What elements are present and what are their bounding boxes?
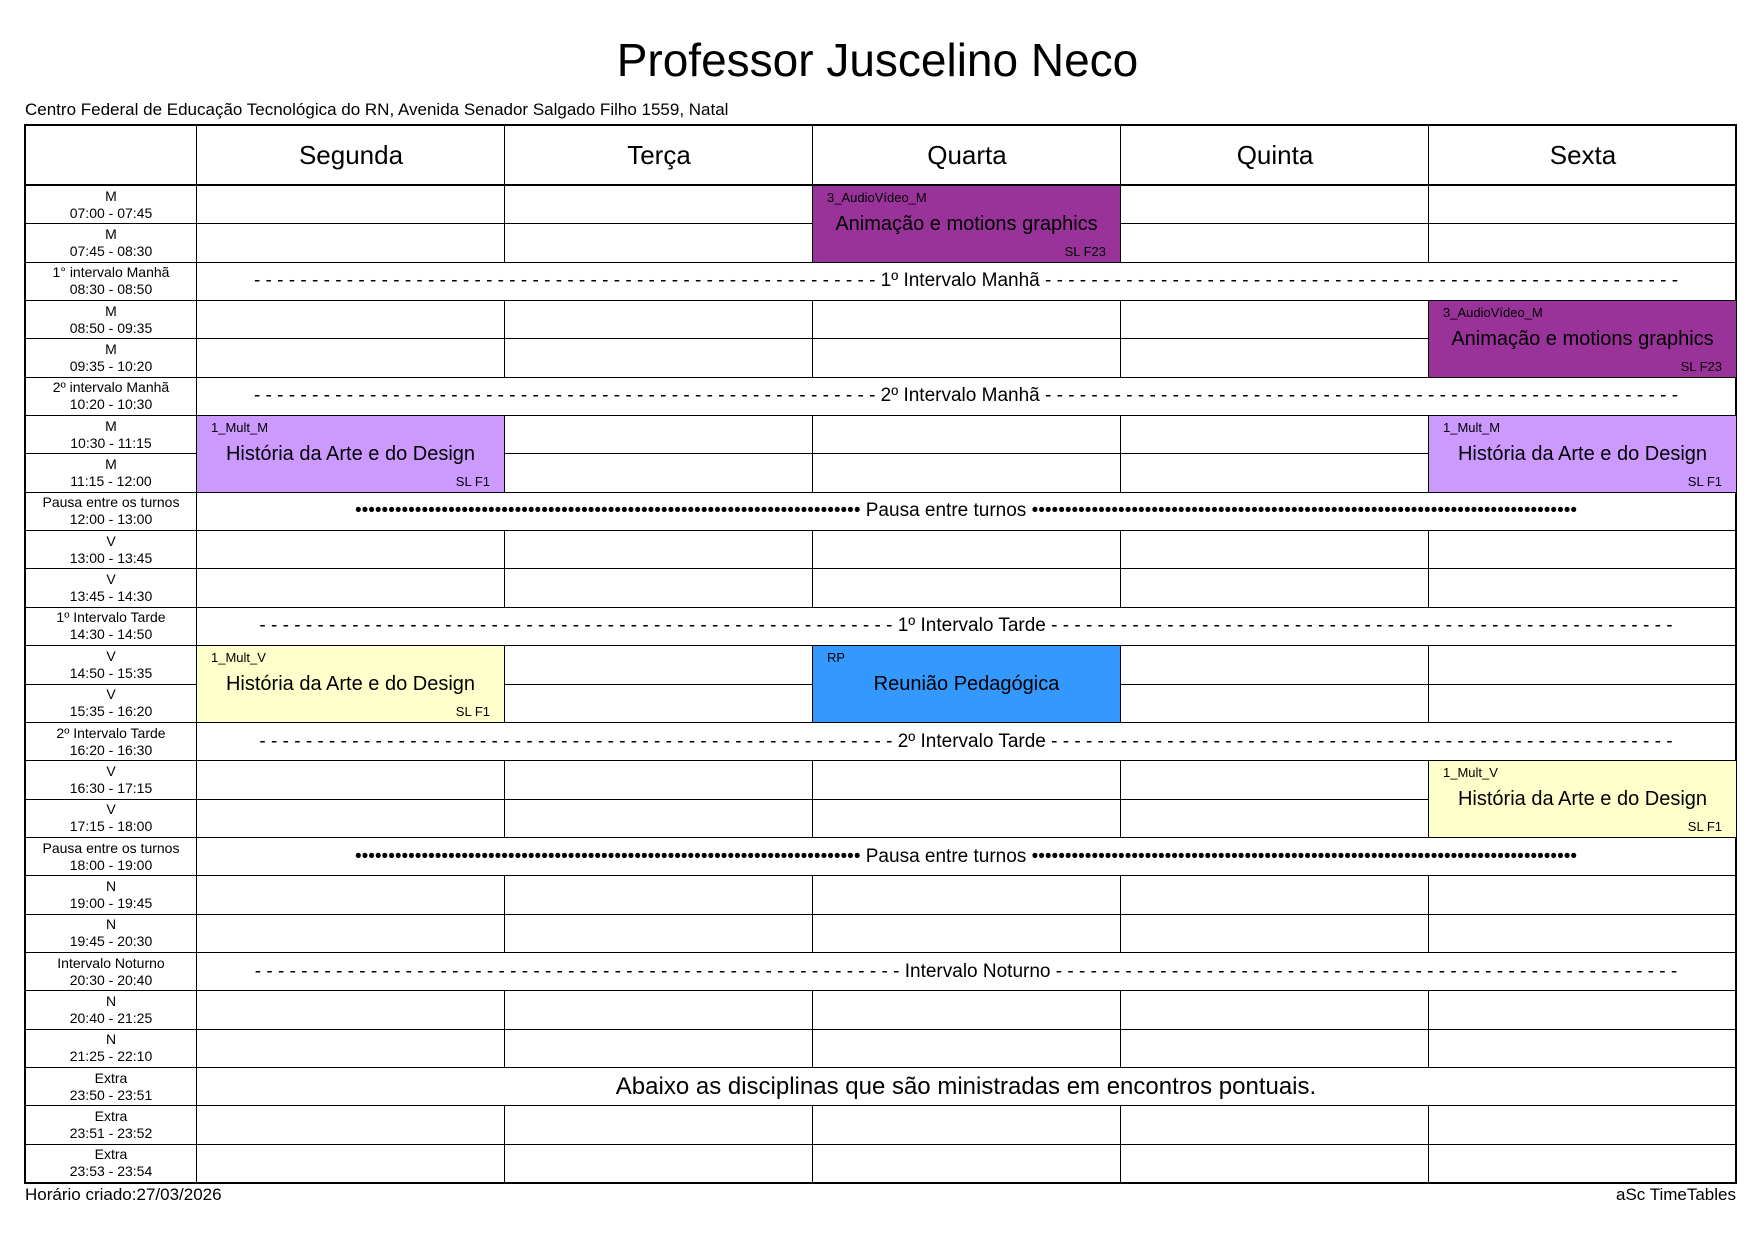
period-label [26, 301, 196, 338]
lesson-room: SL F1 [455, 703, 490, 719]
break-banner [197, 953, 1735, 990]
day-header [197, 126, 505, 185]
period-time: 23:51 - 23:52 [69, 1124, 153, 1141]
period-name: Extra [94, 1146, 128, 1163]
period-label [26, 991, 196, 1028]
day-name: Terça [627, 140, 691, 170]
period-time: 14:30 - 14:50 [69, 626, 153, 643]
period-name: V [106, 801, 116, 818]
period-time: 09:35 - 10:20 [69, 358, 153, 375]
period-name: V [106, 647, 116, 664]
period-time: 23:50 - 23:51 [69, 1086, 153, 1103]
period-label [26, 761, 196, 798]
lesson-room: SL F1 [1687, 818, 1722, 834]
lesson-card[interactable] [196, 645, 505, 723]
lesson-room: SL F1 [1687, 473, 1722, 489]
break-banner [197, 608, 1735, 645]
period-label [26, 1106, 196, 1143]
period-name: 2º intervalo Manhã [52, 379, 170, 396]
row-divider [26, 1144, 1735, 1145]
period-name: V [106, 686, 116, 703]
row-divider [26, 568, 1735, 569]
lesson-card[interactable] [1428, 300, 1737, 378]
day-name: Quinta [1236, 140, 1314, 170]
break-banner [197, 493, 1735, 530]
lesson-card[interactable] [1428, 415, 1737, 493]
period-label [26, 186, 196, 223]
row-divider [26, 1029, 1735, 1030]
period-name: N [105, 1031, 117, 1048]
break-text: - - - - - - - - - - - - - - - - - - - - - - - - - - - - - - - - - - - - - - - - - - - - - - - - - - - - - - - 1º Intervalo Tarde - - - - - - - - - - - - - - - - - - - - - - - - - - - - - - - - - - - - - - - - - - - - - - - - - - - - - - [259, 615, 1673, 637]
break-label [26, 378, 196, 415]
period-label [26, 569, 196, 606]
lesson-card[interactable] [812, 645, 1121, 723]
period-time: 10:20 - 10:30 [69, 396, 153, 413]
break-text: - - - - - - - - - - - - - - - - - - - - - - - - - - - - - - - - - - - - - - - - - - - - - - - - - - - - - - - 2º Intervalo Tarde - - - - - - - - - - - - - - - - - - - - - - - - - - - - - - - - - - - - - - - - - - - - - - - - - - - - - - [259, 730, 1673, 752]
period-time: 13:00 - 13:45 [69, 549, 153, 566]
period-name: 1º Intervalo Tarde [56, 609, 166, 626]
period-time: 07:45 - 08:30 [69, 243, 153, 260]
period-time: 13:45 - 14:30 [69, 588, 153, 605]
period-label [26, 1030, 196, 1067]
lesson-room: SL F1 [455, 473, 490, 489]
break-label [26, 608, 196, 645]
break-label [26, 493, 196, 530]
break-text: •••••••••••••••••••••••••••••••••••••••••••••••••••••••••••••••••••••••••••• Pausa entre turnos •••••••••••••••••••••••••••••••••••••••••••••••••••••••••••••••••••••••••••••••••• [354, 500, 1578, 522]
break-text: - - - - - - - - - - - - - - - - - - - - - - - - - - - - - - - - - - - - - - - - - - - - - - - - - - - - - - - - Intervalo Noturno - - - - - - - - - - - - - - - - - - - - - - - - - - - - - - - - - - - - - - - - - - - - - - - - - - - - - - [254, 960, 1678, 982]
day-name: Sexta [1549, 140, 1617, 170]
period-name: Pausa entre os turnos [42, 494, 180, 511]
day-name: Quarta [927, 140, 1007, 170]
period-name: M [105, 302, 117, 319]
day-header [1121, 126, 1429, 185]
period-time: 17:15 - 18:00 [69, 818, 153, 835]
period-label [26, 339, 196, 376]
row-divider [26, 1105, 1735, 1106]
period-time: 11:15 - 12:00 [70, 473, 152, 490]
period-label [26, 685, 196, 722]
period-label [26, 454, 196, 491]
break-banner [197, 838, 1735, 875]
lesson-group: RP [827, 650, 846, 666]
timetable-grid [24, 124, 1737, 1184]
period-name: N [105, 916, 117, 933]
day-header [1429, 126, 1737, 185]
lesson-group: 1_Mult_V [1443, 765, 1498, 781]
day-header [813, 126, 1121, 185]
lesson-subject: Animação e motions graphics [1451, 327, 1714, 350]
period-label [26, 416, 196, 453]
lesson-card[interactable] [196, 415, 505, 493]
school-address: Centro Federal de Educação Tecnológica do RN, Avenida Senador Salgado Filho 1559, Natal [25, 100, 729, 119]
period-time: 20:30 - 20:40 [69, 971, 153, 988]
lesson-subject: História da Arte e do Design [1457, 442, 1708, 465]
period-time: 16:20 - 16:30 [69, 741, 153, 758]
period-name: Extra [94, 1107, 128, 1124]
lesson-room: SL F23 [1064, 243, 1106, 259]
period-name: Intervalo Noturno [57, 954, 165, 971]
period-name: 2º Intervalo Tarde [56, 724, 166, 741]
period-name: M [105, 456, 117, 473]
period-label [26, 224, 196, 261]
period-name: Extra [94, 1069, 128, 1086]
period-time: 12:00 - 13:00 [69, 511, 153, 528]
period-label [26, 531, 196, 568]
break-banner [197, 378, 1735, 415]
lesson-group: 1_Mult_V [211, 650, 266, 666]
period-time: 08:30 - 08:50 [69, 281, 153, 298]
break-text: - - - - - - - - - - - - - - - - - - - - - - - - - - - - - - - - - - - - - - - - - - - - - - - - - - - - - - 1º Intervalo Manhã - - - - - - - - - - - - - - - - - - - - - - - - - - - - - - - - - - - - - - - - - - - - - - - - - - - - - - - [253, 270, 1679, 292]
period-time: 23:53 - 23:54 [69, 1163, 153, 1180]
lesson-subject: Animação e motions graphics [835, 212, 1098, 235]
lesson-group: 3_AudioVídeo_M [827, 190, 927, 205]
period-name: M [105, 187, 117, 204]
row-divider [26, 530, 1735, 531]
lesson-subject: História da Arte e do Design [1457, 788, 1708, 811]
break-label [26, 838, 196, 875]
row-divider [26, 990, 1735, 991]
period-time: 19:00 - 19:45 [69, 894, 153, 911]
break-label [26, 263, 196, 300]
software-brand: aSc TimeTables [1616, 1185, 1736, 1204]
lesson-subject: História da Arte e do Design [225, 672, 476, 695]
period-name: Pausa entre os turnos [42, 839, 180, 856]
lesson-group: 3_AudioVídeo_M [1443, 305, 1543, 321]
lesson-subject: Reunião Pedagógica [873, 672, 1060, 695]
period-label [26, 915, 196, 952]
break-banner [197, 723, 1735, 760]
period-time: 16:30 - 17:15 [69, 779, 153, 796]
day-header [505, 126, 813, 185]
extra-note-text: Abaixo as disciplinas que são ministradas em encontros pontuais. [615, 1072, 1317, 1100]
break-label [26, 953, 196, 990]
period-name: N [105, 992, 117, 1009]
lesson-card[interactable] [812, 185, 1121, 263]
break-label [26, 1068, 196, 1105]
period-time: 07:00 - 07:45 [69, 204, 153, 221]
period-time: 18:00 - 19:00 [69, 856, 153, 873]
page-title: Professor Juscelino Neco [616, 34, 1139, 86]
period-name: M [105, 417, 117, 434]
period-name: V [106, 532, 116, 549]
lesson-subject: História da Arte e do Design [225, 442, 476, 465]
lesson-group: 1_Mult_M [1443, 420, 1501, 436]
created-date: Horário criado:27/03/2026 [25, 1185, 222, 1204]
period-time: 14:50 - 15:35 [69, 664, 153, 681]
period-name: M [105, 226, 117, 243]
row-divider [26, 914, 1735, 915]
period-name: N [105, 877, 117, 894]
period-name: V [106, 571, 116, 588]
period-time: 21:25 - 22:10 [69, 1048, 153, 1065]
break-banner [197, 263, 1735, 300]
period-label [26, 800, 196, 837]
lesson-group: 1_Mult_M [211, 420, 269, 436]
period-label [26, 1145, 196, 1182]
period-label [26, 876, 196, 913]
period-time: 10:30 - 11:15 [70, 434, 152, 451]
period-time: 08:50 - 09:35 [69, 319, 153, 336]
period-name: V [106, 762, 116, 779]
break-label [26, 723, 196, 760]
period-name: 1° intervalo Manhã [52, 264, 170, 281]
period-time: 20:40 - 21:25 [69, 1009, 153, 1026]
lesson-card[interactable] [1428, 760, 1737, 838]
lesson-room: SL F23 [1680, 358, 1722, 374]
period-time: 19:45 - 20:30 [69, 933, 153, 950]
period-name: M [105, 341, 117, 358]
break-text: - - - - - - - - - - - - - - - - - - - - - - - - - - - - - - - - - - - - - - - - - - - - - - - - - - - - - - 2º Intervalo Manhã - - - - - - - - - - - - - - - - - - - - - - - - - - - - - - - - - - - - - - - - - - - - - - - - - - - - - - - [253, 385, 1679, 407]
day-name: Segunda [298, 140, 404, 170]
period-time: 15:35 - 16:20 [69, 703, 153, 720]
break-text: •••••••••••••••••••••••••••••••••••••••••••••••••••••••••••••••••••••••••••• Pausa entre turnos •••••••••••••••••••••••••••••••••••••••••••••••••••••••••••••••••••••••••••••••••• [354, 845, 1578, 867]
extra-note [197, 1068, 1735, 1105]
period-label [26, 646, 196, 683]
row-divider [26, 875, 1735, 876]
